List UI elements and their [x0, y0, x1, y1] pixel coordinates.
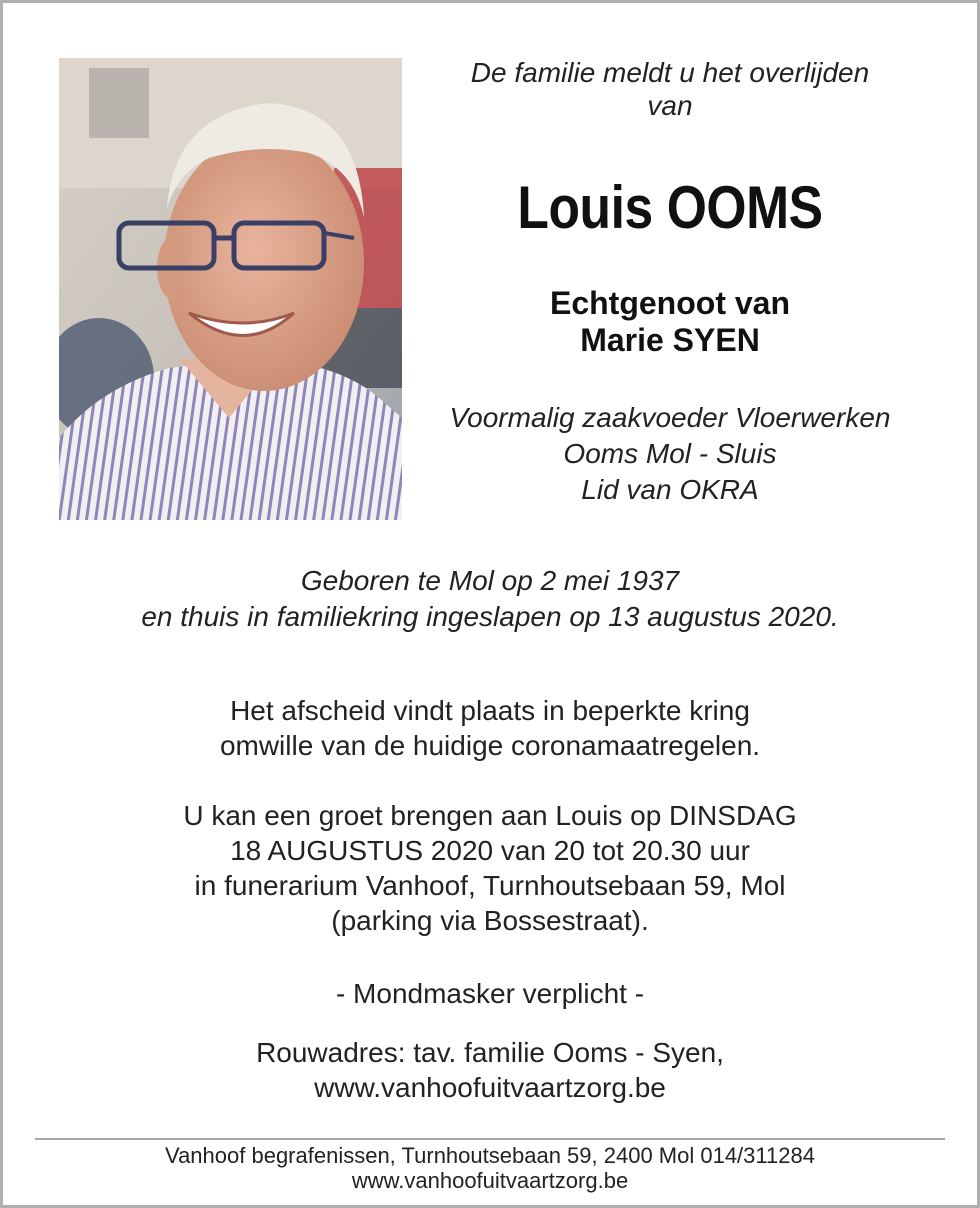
occupation-info	[420, 400, 920, 508]
occupation-line: Ooms Mol - Sluis	[563, 438, 777, 469]
spouse-info	[420, 285, 920, 359]
mourning-address	[0, 1035, 980, 1105]
intro-text	[420, 56, 920, 122]
spouse-name: Marie SYEN	[580, 322, 760, 358]
address-line: Rouwadres: tav. familie Ooms - Syen,	[256, 1037, 724, 1068]
deceased-name: Louis OOMS	[517, 174, 823, 241]
footer-contact: Vanhoof begrafenissen, Turnhoutsebaan 59, 2400 Mol 014/311284	[165, 1143, 815, 1168]
spouse-line: Echtgenoot van	[549, 285, 790, 321]
visit-line: (parking via Bossestraat).	[331, 905, 649, 936]
death-line: en thuis in familiekring ingeslapen op 13 augustus 2020.	[141, 601, 839, 632]
intro-line: De familie meldt u het overlijden	[470, 57, 870, 88]
visit-line: U kan een groet brengen aan Louis op DINSDAG	[183, 800, 797, 831]
farewell-paragraph	[0, 693, 980, 763]
portrait-photo	[59, 58, 402, 520]
mask-notice: - Mondmasker verplicht -	[335, 978, 645, 1009]
footer-divider	[35, 1138, 945, 1140]
funeral-home-footer	[0, 1143, 980, 1193]
intro-line: van	[647, 90, 693, 121]
farewell-line: omwille van de huidige coronamaatregelen.	[219, 730, 761, 761]
address-website-link[interactable]: www.vanhoofuitvaartzorg.be	[314, 1072, 666, 1103]
visit-line: 18 AUGUSTUS 2020 van 20 tot 20.30 uur	[230, 835, 750, 866]
occupation-line: Lid van OKRA	[581, 474, 759, 505]
occupation-line: Voormalig zaakvoeder Vloerwerken	[449, 402, 891, 433]
visit-line: in funerarium Vanhoof, Turnhoutsebaan 59, Mol	[194, 870, 786, 901]
life-dates	[0, 563, 980, 635]
visit-paragraph	[0, 798, 980, 938]
birth-line: Geboren te Mol op 2 mei 1937	[300, 565, 680, 596]
farewell-line: Het afscheid vindt plaats in beperkte kring	[230, 695, 750, 726]
footer-website-link[interactable]: www.vanhoofuitvaartzorg.be	[351, 1168, 629, 1193]
